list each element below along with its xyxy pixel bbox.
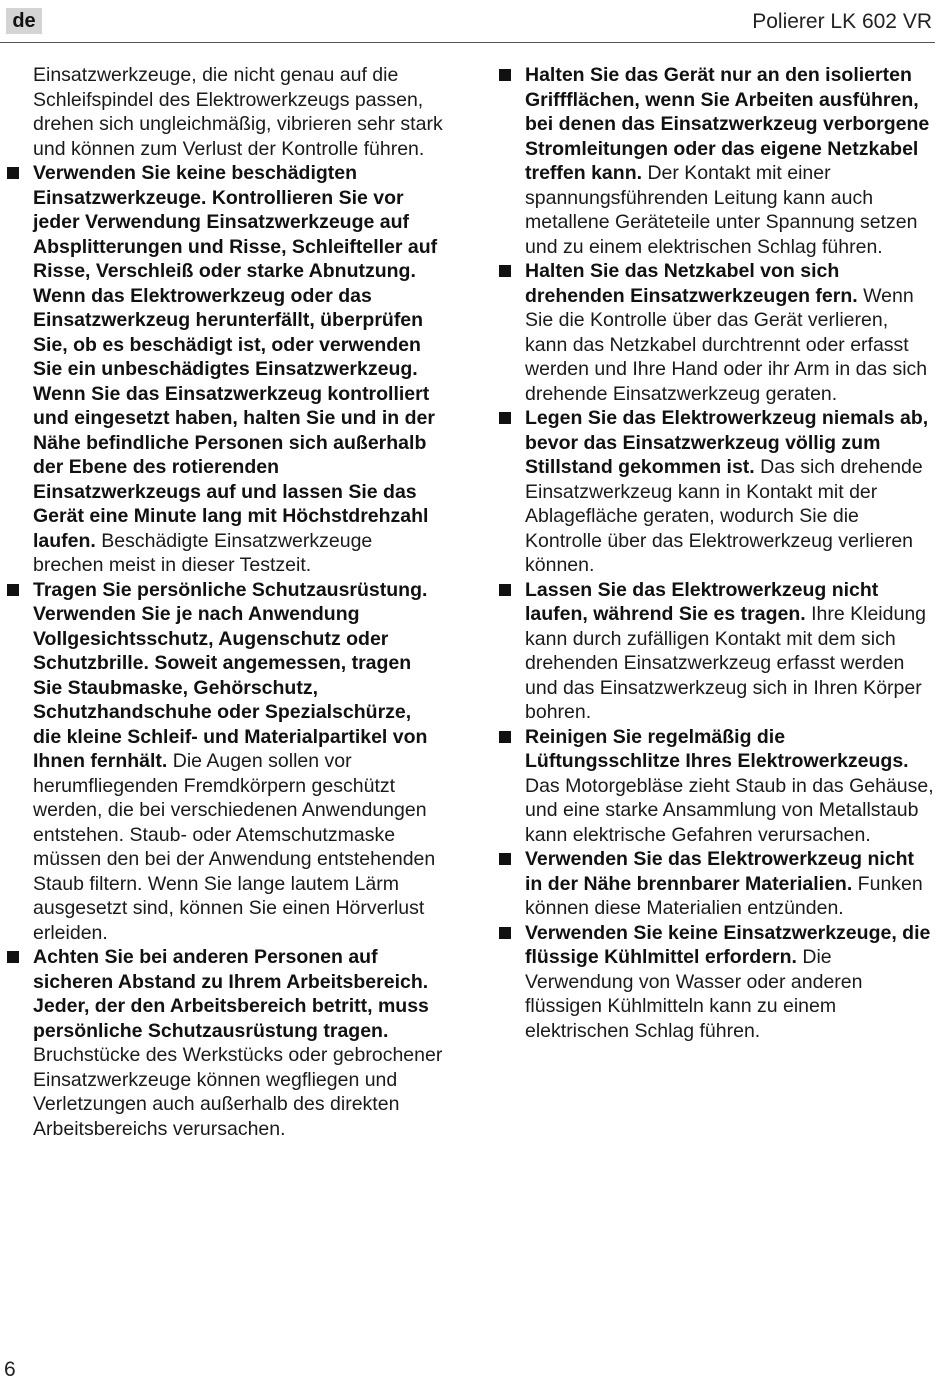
left-column [33,63,443,1141]
language-badge: de [6,8,42,34]
right-column [525,63,935,1043]
safety-item-ventilation [525,725,935,848]
safety-item-heading: Achten Sie bei anderen Personen auf sicheren Abstand zu Ihrem Arbeitsbereich. Jeder, der den Arbeitsbereich betritt, muss persönliche Schutzausrüstung tragen. [33,946,429,1042]
safety-item-flammable [525,847,935,921]
header-divider [0,42,935,43]
bullet-square-icon [499,731,511,743]
safety-item-text: Wenn Sie die Kontrolle über das Gerät verlieren, kann das Netzkabel durchtrennt oder erfasst werden und Ihre Hand oder ihr Arm in das sich drehende Einsatzwerkzeug geraten. [525,284,928,405]
intro-paragraph: Einsatzwerkzeuge, die nicht genau auf die Schleifspindel des Elektrowerkzeugs passen, drehen sich ungleichmäßig, vibrieren sehr stark und können zum Verlust der Kontrolle führen. [33,64,443,160]
safety-item-carrying [525,578,935,725]
bullet-square-icon [7,584,19,596]
safety-item-power-cord [525,259,935,406]
safety-item-protective-equipment [33,578,443,946]
safety-item-insulated-grip [525,63,935,259]
safety-item-heading: Verwenden Sie keine Einsatzwerkzeuge, die flüssige Kühlmittel erfordern. [525,921,931,968]
safety-item-heading: Legen Sie das Elektrowerkzeug niemals ab, bevor das Einsatzwerkzeug völlig zum Stillstand gekommen ist. [525,407,929,478]
bullet-square-icon [499,584,511,596]
bullet-square-icon [499,927,511,939]
bullet-square-icon [7,951,19,963]
safety-item-damaged-tools [33,161,443,578]
safety-item-heading: Halten Sie das Netzkabel von sich drehenden Einsatzwerkzeugen fern. [525,260,858,307]
bullet-square-icon [7,167,19,179]
safety-item-safe-distance [33,945,443,1141]
safety-item-put-down [525,406,935,578]
page-number: 6 [4,1358,16,1381]
safety-item-text: Der Kontakt mit einer spannungsführenden Leitung kann auch metallene Geräteteile unter Spannung setzen und zu einem elektrischen Schlag führen. [525,162,918,258]
safety-item-text: Die Verwendung von Wasser oder anderen flüssigen Kühlmitteln kann zu einem elektrischen Schlag führen. [525,946,863,1042]
safety-item-text: Beschädigte Einsatzwerkzeuge brechen meist in dieser Testzeit. [33,529,373,576]
bullet-square-icon [499,853,511,865]
safety-item-text: Das sich drehende Einsatzwerkzeug kann in Kontakt mit der Ablagefläche geraten, wodurch Sie die Kontrolle über das Elektrowerkzeug verlieren können. [525,456,923,576]
safety-item-heading: Lassen Sie das Elektrowerkzeug nicht laufen, während Sie es tragen. [525,578,879,625]
safety-item-heading: Tragen Sie persönliche Schutzausrüstung. Verwenden Sie je nach Anwendung Vollgesichtsschutz, Augenschutz oder Schutzbrille. Soweit angemessen, tragen Sie Staubmaske, Gehörschutz, Schutzhandschuhe oder Spezialschürze, die kleine Schleif- und Materialpartikel von Ihnen fernhält. [33,578,428,772]
safety-item-text: Die Augen sollen vor herumfliegenden Fremdkörpern geschützt werden, die bei verschiedenen Anwendungen entstehen. Staub- oder Atemschutzmaske müssen den bei der Anwendung entstehenden Staub filtern. Wenn Sie lange lautem Lärm ausgesetzt sind, können Sie einen Hörverlust erleiden. [33,750,436,944]
safety-item-heading: Verwenden Sie das Elektrowerkzeug nicht in der Nähe brennbarer Materialien. [525,848,915,895]
safety-item-heading: Halten Sie das Gerät nur an den isolierten Griffflächen, wenn Sie Arbeiten ausführen, bei denen das Einsatzwerkzeug verborgene Stromleitungen oder das eigene Netzkabel treffen kann. [525,64,930,184]
bullet-square-icon [499,69,511,81]
safety-item-coolant [525,921,935,1044]
safety-item-heading: Verwenden Sie keine beschädigten Einsatzwerkzeuge. Kontrollieren Sie vor jeder Verwendung Einsatzwerkzeuge auf Absplitterungen und Risse, Schleifteller auf Risse, Verschleiß oder starke Abnutzung. Wenn das Elektrowerkzeug oder das Einsatzwerkzeug herunterfällt, überprüfen Sie, ob es beschädigt ist, oder verwenden Sie ein unbeschädigtes Einsatzwerkzeug. Wenn Sie das Einsatzwerkzeug kontrolliert und eingesetzt haben, halten Sie und in der Nähe befindliche Personen sich außerhalb der Ebene des rotierenden Einsatzwerkzeugs auf und lassen Sie das Gerät eine Minute lang mit Höchstdrehzahl laufen. [33,162,438,552]
bullet-square-icon [499,265,511,277]
bullet-square-icon [499,412,511,424]
safety-item-text: Ihre Kleidung kann durch zufälligen Kontakt mit dem sich drehenden Einsatzwerkzeug erfasst werden und das Einsatzwerkzeug sich in Ihren Körper bohren. [525,603,927,723]
page-header-title: Polierer LK 602 VR [752,10,932,33]
safety-item-heading: Reinigen Sie regelmäßig die Lüftungsschlitze Ihres Elektrowerkzeugs. [525,725,909,772]
safety-item-text: Das Motorgebläse zieht Staub in das Gehäuse, und eine starke Ansammlung von Metallstaub kann elektrische Gefahren verursachen. [525,774,934,846]
safety-item-text: Funken können diese Materialien entzünden. [525,872,923,919]
safety-item-text: Bruchstücke des Werkstücks oder gebrochener Einsatzwerkzeuge können wegfliegen und Verletzungen auch außerhalb des direkten Arbeitsbereichs verursachen. [33,1044,443,1140]
